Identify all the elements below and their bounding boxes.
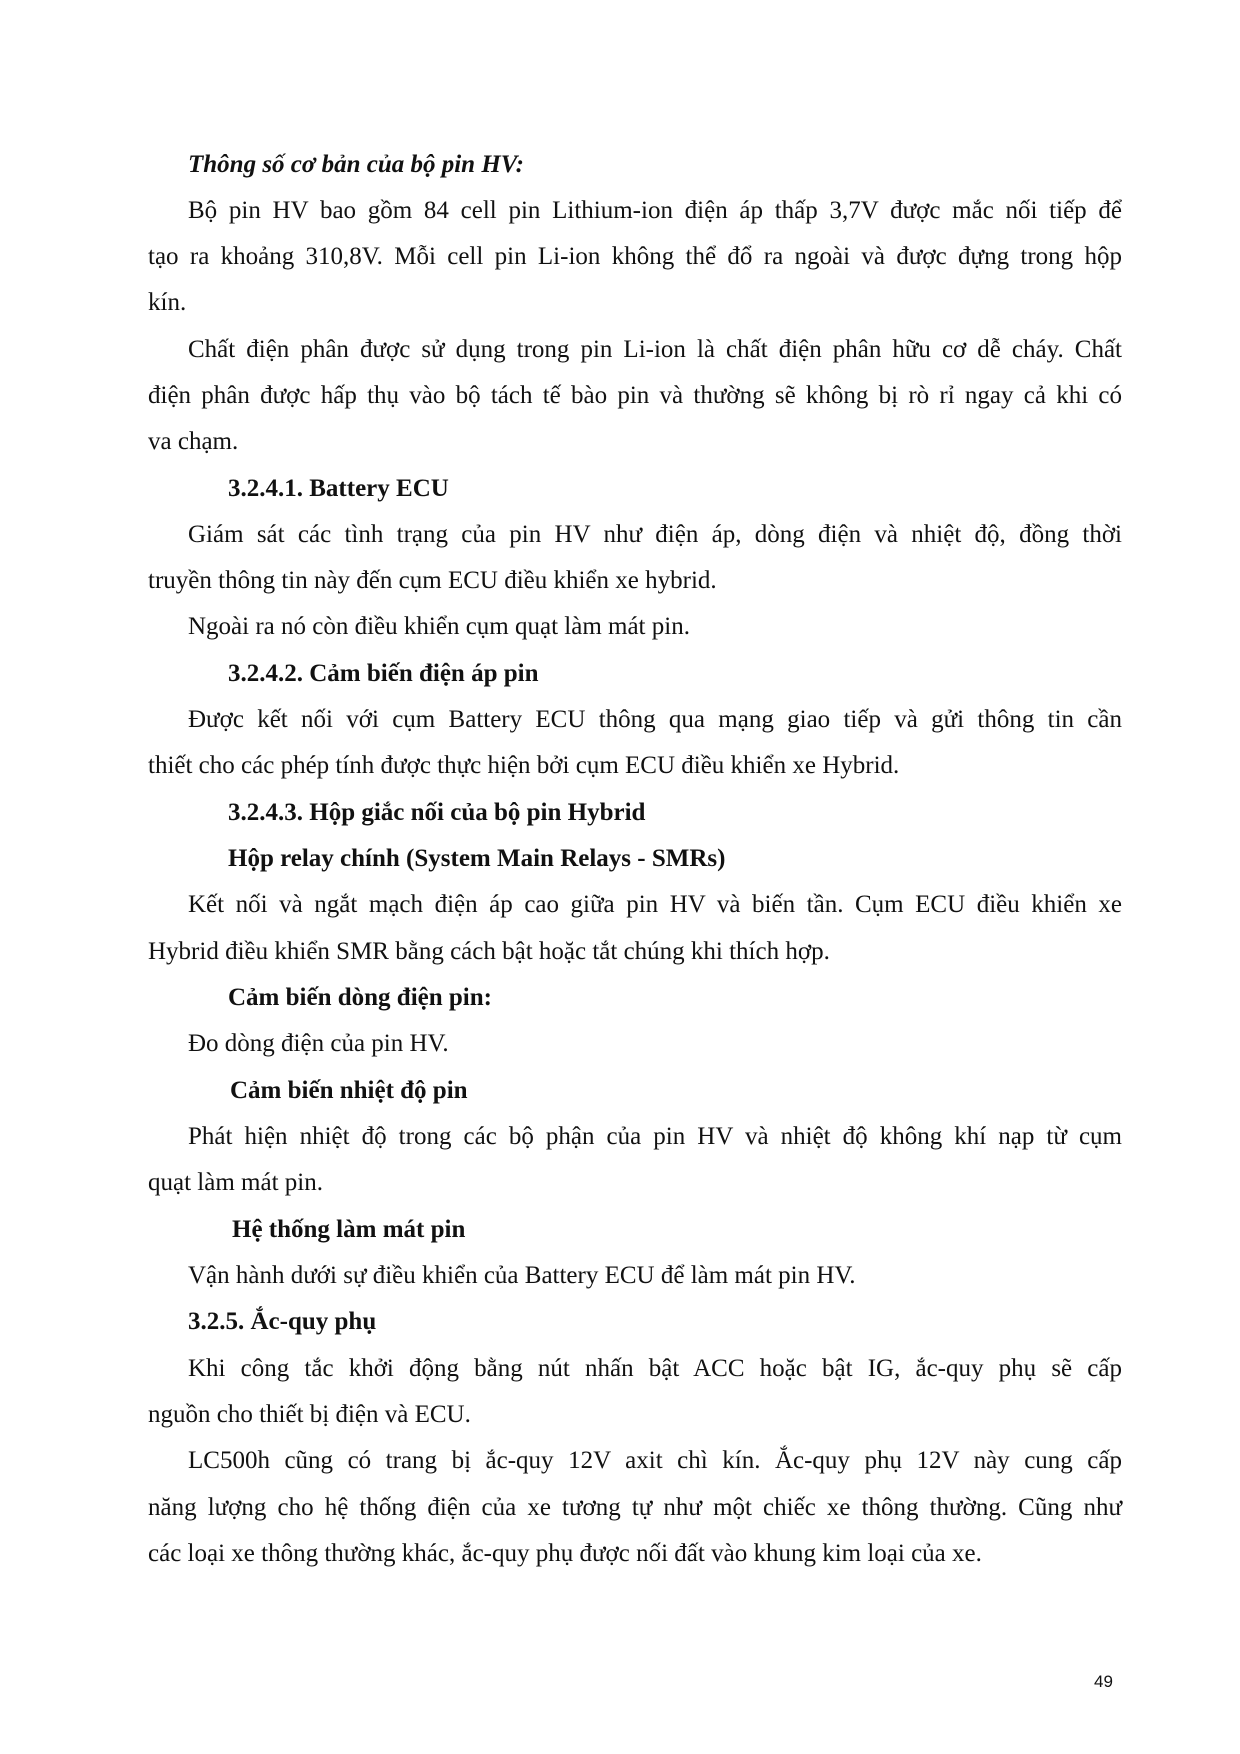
para2-line3: va chạm. — [148, 428, 239, 455]
para5-line2: thiết cho các phép tính được thực hiện bởi cụm ECU điều khiển xe Hybrid. — [148, 752, 900, 779]
para2-line2: điện phân được hấp thụ vào bộ tách tế bào pin và thường sẽ không bị rò rỉ ngay cả khi có — [148, 382, 1122, 409]
para6-line1: Kết nối và ngắt mạch điện áp cao giữa pin HV và biến tần. Cụm ECU điều khiển xe — [188, 891, 1122, 918]
section-3243-heading: 3.2.4.3. Hộp giắc nối của bộ pin Hybrid — [228, 799, 646, 826]
para11-line3: các loại xe thông thường khác, ắc-quy phụ được nối đất vào khung kim loại của xe. — [148, 1540, 982, 1567]
para8-line2: quạt làm mát pin. — [148, 1169, 323, 1196]
para10-line1: Khi công tắc khởi động bằng nút nhấn bật ACC hoặc bật IG, ắc-quy phụ sẽ cấp — [188, 1355, 1122, 1382]
para10-line2: nguồn cho thiết bị điện và ECU. — [148, 1401, 471, 1428]
section-325-heading: 3.2.5. Ắc-quy phụ — [188, 1308, 377, 1335]
para3-line1: Giám sát các tình trạng của pin HV như điện áp, dòng điện và nhiệt độ, đồng thời — [188, 521, 1122, 548]
sub-smr-heading: Hộp relay chính (System Main Relays - SMRs) — [228, 845, 726, 872]
para9: Vận hành dưới sự điều khiển của Battery ECU để làm mát pin HV. — [188, 1262, 856, 1289]
para1-line3: kín. — [148, 289, 187, 316]
para5-line1: Được kết nối với cụm Battery ECU thông qua mạng giao tiếp và gửi thông tin cần — [188, 706, 1122, 733]
heading-hv-specs: Thông số cơ bản của bộ pin HV: — [188, 151, 524, 178]
para2-line1: Chất điện phân được sử dụng trong pin Li-ion là chất điện phân hữu cơ dễ cháy. Chất — [188, 336, 1122, 363]
para1-line1: Bộ pin HV bao gồm 84 cell pin Lithium-ion điện áp thấp 3,7V được mắc nối tiếp để — [188, 197, 1122, 224]
para1-line2: tạo ra khoảng 310,8V. Mỗi cell pin Li-ion không thể đổ ra ngoài và được đựng trong hộp — [148, 243, 1122, 270]
section-3242-heading: 3.2.4.2. Cảm biến điện áp pin — [228, 660, 539, 687]
para11-line2: năng lượng cho hệ thống điện của xe tương tự như một chiếc xe thông thường. Cũng như — [148, 1494, 1122, 1521]
sub-current-sensor-heading: Cảm biến dòng điện pin: — [228, 984, 492, 1011]
para3-line2: truyền thông tin này đến cụm ECU điều khiển xe hybrid. — [148, 567, 717, 594]
para6-line2: Hybrid điều khiển SMR bằng cách bật hoặc tắt chúng khi thích hợp. — [148, 938, 830, 965]
para7: Đo dòng điện của pin HV. — [188, 1030, 449, 1057]
page-number: 49 — [1094, 1672, 1113, 1691]
para4: Ngoài ra nó còn điều khiển cụm quạt làm mát pin. — [188, 613, 690, 640]
sub-cooling-heading: Hệ thống làm mát pin — [232, 1216, 466, 1243]
sub-temp-sensor-heading: Cảm biến nhiệt độ pin — [230, 1077, 468, 1104]
para8-line1: Phát hiện nhiệt độ trong các bộ phận của pin HV và nhiệt độ không khí nạp từ cụm — [188, 1123, 1122, 1150]
section-3241-heading: 3.2.4.1. Battery ECU — [228, 475, 449, 502]
para11-line1: LC500h cũng có trang bị ắc-quy 12V axit chì kín. Ắc-quy phụ 12V này cung cấp — [188, 1447, 1122, 1474]
